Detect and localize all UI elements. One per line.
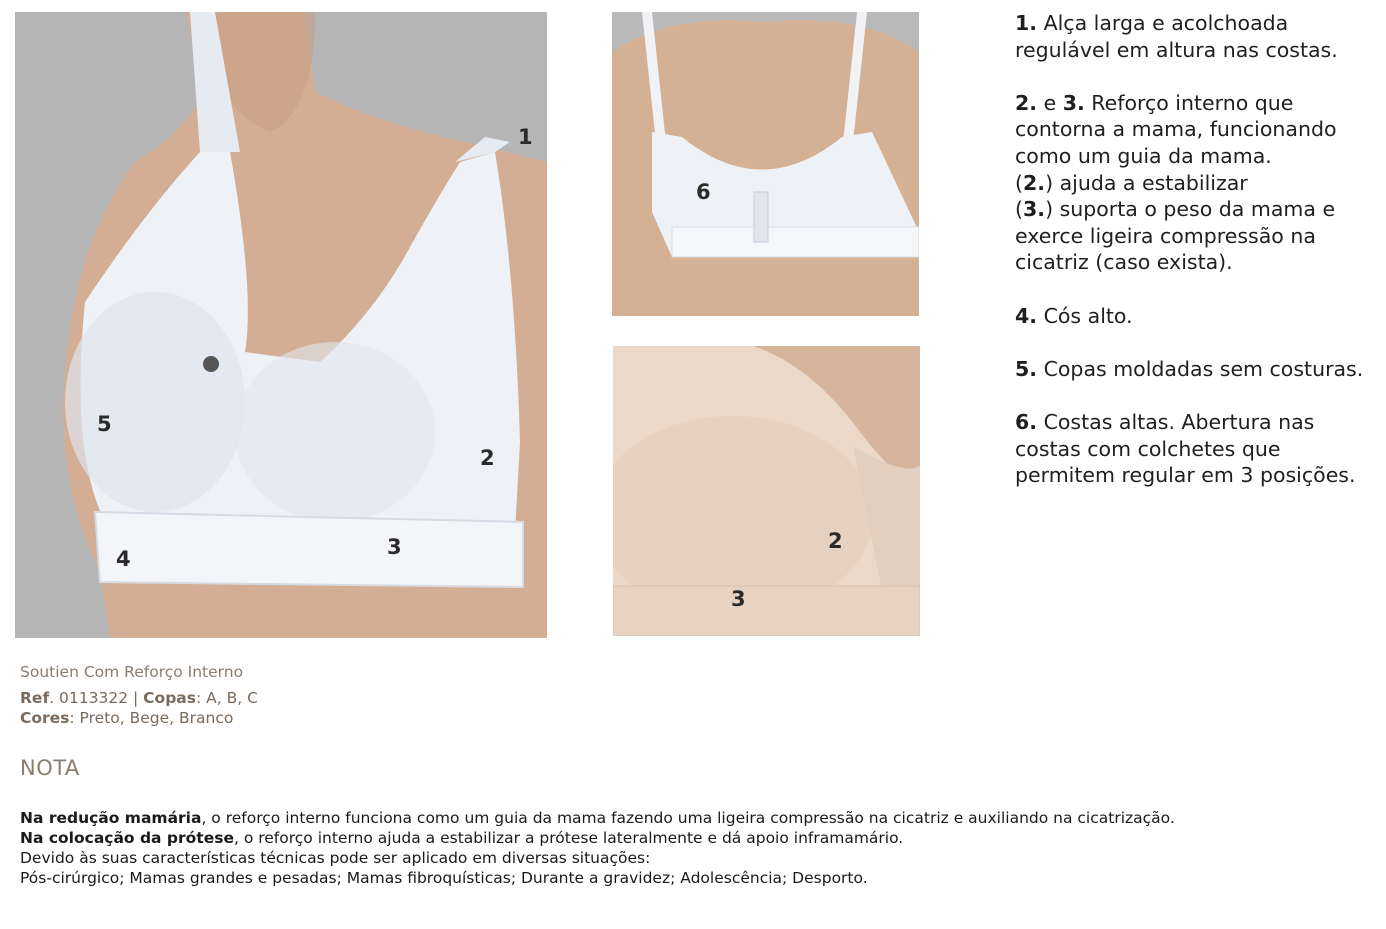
product-info (20, 662, 258, 728)
side-label-2: 2 (828, 529, 843, 553)
product-ref-line: Ref. 0113322 | Copas: A, B, C (20, 689, 258, 707)
nota-heading: NOTA (20, 756, 80, 780)
note-line-1: Na redução mamária, o reforço interno funciona como um guia da mama fazendo uma ligeira compressão na cicatriz e auxiliando na cicatrização. (20, 809, 1175, 827)
front-label-2: 2 (480, 446, 495, 470)
back-label-6: 6 (696, 180, 711, 204)
feature-4: 4. Cós alto. (1015, 303, 1133, 328)
back-view-photo (612, 12, 919, 316)
note-line-4: Pós-cirúrgico; Mamas grandes e pesadas; Mamas fibroquísticas; Durante a gravidez; Adolescência; Desporto. (20, 869, 868, 887)
side-view-illustration (613, 346, 920, 636)
feature-list (1015, 10, 1380, 515)
side-view-photo (613, 346, 920, 636)
feature-6: 6. Costas altas. Abertura nas costas com colchetes que permitem regular em 3 posições. (1015, 409, 1356, 488)
front-label-1: 1 (518, 125, 533, 149)
back-view-illustration (612, 12, 919, 316)
note-line-2: Na colocação da prótese, o reforço interno ajuda a estabilizar a prótese lateralmente e dá apoio inframamário. (20, 829, 904, 847)
product-colors-line: Cores: Preto, Bege, Branco (20, 709, 234, 727)
front-label-4: 4 (116, 547, 131, 571)
front-view-photo (15, 12, 547, 638)
front-label-5: 5 (97, 412, 112, 436)
product-name: Soutien Com Reforço Interno (20, 663, 244, 681)
front-label-3: 3 (387, 535, 402, 559)
feature-2-3: 2. e 3. Reforço interno que contorna a mama, funcionando como um guia da mama. (2.) ajuda a estabilizar (3.) suporta o peso da mama e exerce ligeira compressão na cicatriz (caso exista). (1015, 90, 1337, 275)
feature-1: 1. Alça larga e acolchoada regulável em altura nas costas. (1015, 11, 1338, 62)
side-label-3: 3 (731, 587, 746, 611)
front-view-illustration (15, 12, 547, 638)
nota-text (20, 808, 1370, 888)
note-line-3: Devido às suas características técnicas pode ser aplicado em diversas situações: (20, 849, 651, 867)
feature-5: 5. Copas moldadas sem costuras. (1015, 356, 1364, 381)
